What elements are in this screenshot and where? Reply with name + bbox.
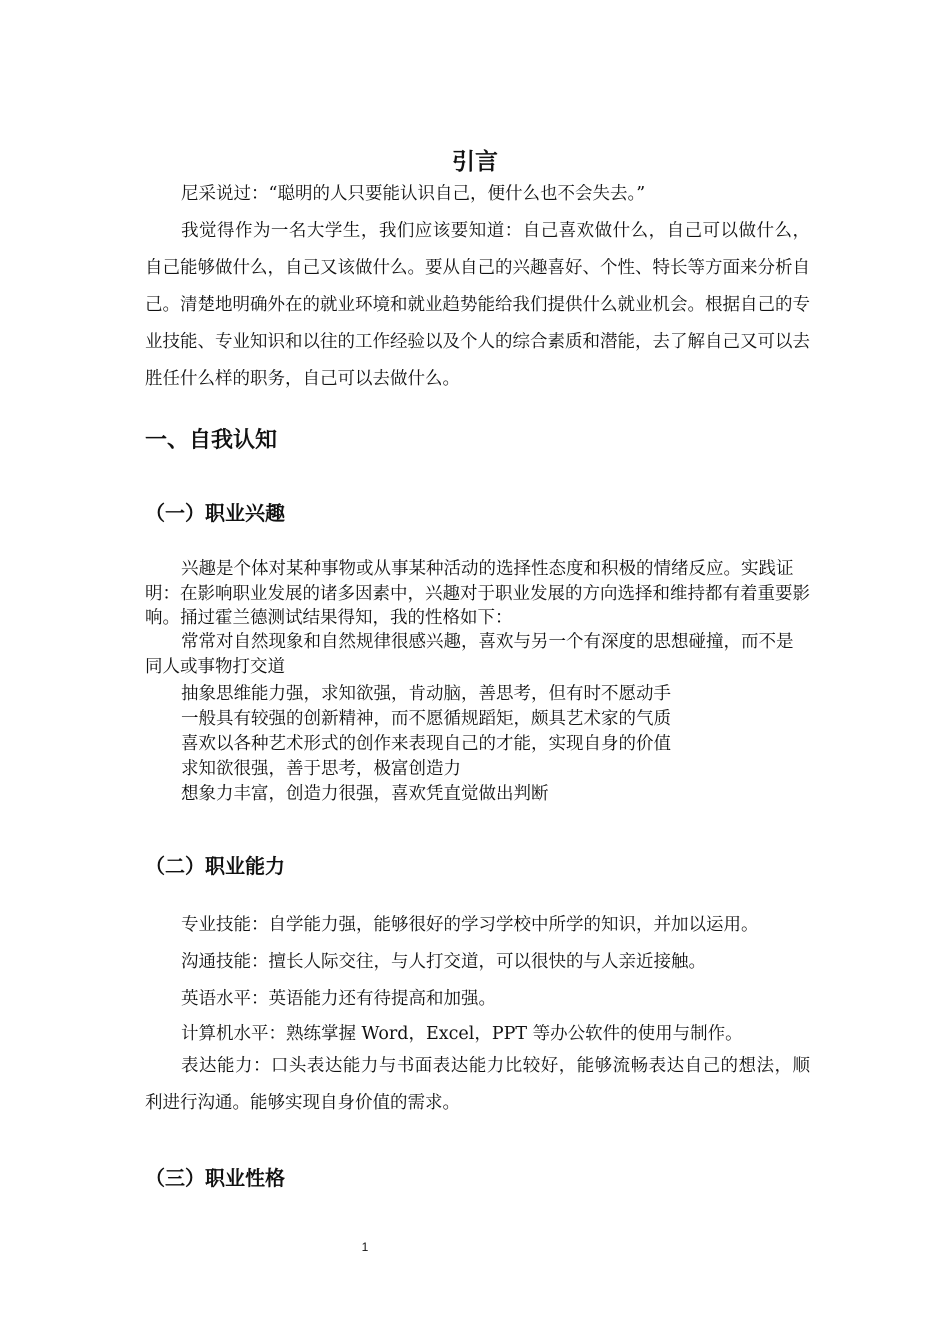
- page-title: 引言: [452, 149, 498, 175]
- ability-item: 专业技能：自学能力强，能够很好的学习学校中所学的知识，并加以运用。: [181, 915, 759, 935]
- interest-trait-item: 喜欢以各种艺术形式的创作来表现自己的才能，实现自身的价值: [181, 734, 671, 754]
- interest-trait-item: 一般具有较强的创新精神，而不愿循规蹈矩，颇具艺术家的气质: [181, 709, 671, 729]
- ability-item: 表达能力：口头表达能力与书面表达能力比较好，能够流畅表达自己的想法，顺利进行沟通。能够实现自身价值的需求。: [145, 1056, 810, 1113]
- ability-item: 英语水平：英语能力还有待提高和加强。: [181, 989, 496, 1009]
- interest-trait-item: 想象力丰富，创造力很强，喜欢凭直觉做出判断: [181, 784, 549, 804]
- interest-trait-item: 求知欲很强，善于思考，极富创造力: [181, 759, 461, 779]
- intro-quote: 尼采说过：“聪明的人只要能认识自己，便什么也不会失去。”: [181, 184, 646, 204]
- interest-trait-item: 常常对自然现象和自然规律很感兴趣，喜欢与另一个有深度的思想碰撞，而不是同人或事物打交道: [145, 632, 794, 677]
- page-number: 1: [361, 1240, 369, 1254]
- section-heading-self-awareness: 一、自我认知: [145, 428, 278, 453]
- ability-item: 沟通技能：擅长人际交往，与人打交道，可以很快的与人亲近接触。: [181, 952, 706, 972]
- intro-paragraph: 我觉得作为一名大学生，我们应该要知道：自己喜欢做什么，自己可以做什么，自己能够做什么，自己又该做什么。要从自己的兴趣喜好、个性、特长等方面来分析自己。清楚地明确外在的就业环境和就业趋势能给我们提供什么就业机会。根据自己的专业技能、专业知识和以往的工作经验以及个人的综合素质和潜能，去了解自己又可以去胜任什么样的职务，自己可以去做什么。: [145, 221, 810, 389]
- ability-item: 计算机水平：熟练掌握 Word，Excel，PPT 等办公软件的使用与制作。: [181, 1024, 743, 1044]
- subsection-heading-personality: （三）职业性格: [145, 1166, 285, 1190]
- interest-trait-item: 抽象思维能力强，求知欲强，肯动脑，善思考，但有时不愿动手: [181, 684, 671, 704]
- interest-paragraph: 兴趣是个体对某种事物或从事某种活动的选择性态度和积极的情绪反应。实践证明：在影响职业发展的诸多因素中，兴趣对于职业发展的方向选择和维持都有着重要影响。捅过霍兰德测试结果得知，我的性格如下：: [145, 559, 810, 628]
- subsection-heading-ability: （二）职业能力: [145, 854, 285, 878]
- subsection-heading-interest: （一）职业兴趣: [145, 501, 285, 525]
